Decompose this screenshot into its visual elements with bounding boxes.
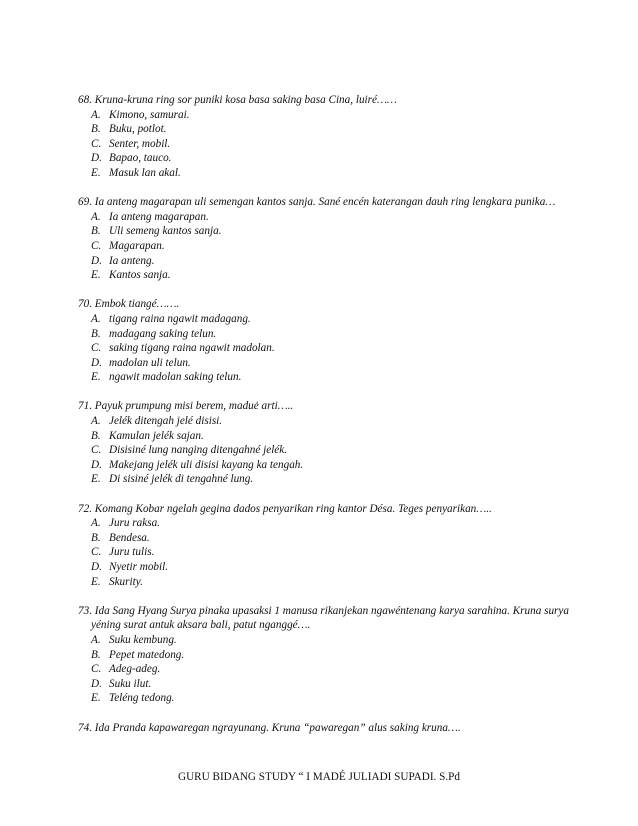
option-text: Bapao, tauco. xyxy=(109,152,172,165)
option-letter: B. xyxy=(91,429,101,442)
option-text: Kimono, samurai. xyxy=(109,108,190,121)
option-text: Juru tulis. xyxy=(109,546,155,559)
option-text: Juru raksa. xyxy=(109,517,160,530)
option-a xyxy=(78,210,578,225)
question-71 xyxy=(78,399,578,487)
spacer xyxy=(78,283,578,298)
option-text: Adeg-adeg. xyxy=(109,663,161,676)
question-70 xyxy=(78,297,578,385)
option-letter: C. xyxy=(91,444,102,457)
option-e xyxy=(78,166,578,181)
question-72 xyxy=(78,502,578,590)
option-text: Teléng tedong. xyxy=(109,692,175,705)
option-a xyxy=(78,633,578,648)
option-letter: E. xyxy=(91,692,101,705)
option-letter: B. xyxy=(91,327,101,340)
option-d xyxy=(78,254,578,269)
option-letter: D. xyxy=(91,356,102,369)
option-letter: D. xyxy=(91,561,102,573)
option-letter: A. xyxy=(91,415,101,428)
option-c xyxy=(78,443,578,458)
question-68 xyxy=(78,93,578,181)
option-letter: A. xyxy=(91,312,101,325)
question-stem: 74. Ida Pranda kapawaregan ngrayunang. Kruna “pawaregan” alus saking kruna…. xyxy=(78,721,461,734)
option-text: Jelék ditengah jelé disisi. xyxy=(109,415,223,428)
option-letter: E. xyxy=(91,473,101,486)
option-text: Disisiné lung nanging ditengahné jelék. xyxy=(109,444,288,457)
option-letter: C. xyxy=(91,342,102,355)
option-letter: D. xyxy=(91,458,102,471)
option-e xyxy=(78,268,578,283)
spacer xyxy=(78,385,578,400)
option-d xyxy=(78,356,578,371)
option-letter: E. xyxy=(91,269,101,282)
option-d xyxy=(78,151,578,166)
option-letter: C. xyxy=(91,546,102,559)
option-letter: B. xyxy=(91,648,101,661)
option-letter: A. xyxy=(91,108,101,121)
option-a xyxy=(78,108,578,123)
question-stem: 70. Embok tiangé……. xyxy=(78,298,180,311)
question-stem: 72. Komang Kobar ngelah gegina dados penyarikan ring kantor Désa. Teges penyarikan….. xyxy=(78,502,492,515)
option-c xyxy=(78,341,578,356)
option-text: Suku ilut. xyxy=(109,677,152,690)
spacer xyxy=(78,706,578,721)
option-a xyxy=(78,312,578,327)
option-text: Ia anteng magarapan. xyxy=(109,210,209,223)
option-text: tigang raina ngawit madagang. xyxy=(109,312,251,325)
option-letter: C. xyxy=(91,239,102,252)
option-letter: E. xyxy=(91,371,101,384)
option-text: Kantos sanja. xyxy=(109,269,171,282)
option-c xyxy=(78,137,578,152)
option-text: saking tigang raina ngawit madolan. xyxy=(109,342,275,355)
option-b xyxy=(78,224,578,239)
option-c xyxy=(78,545,578,560)
option-text: Di sisiné jelék di tengahné lung. xyxy=(109,473,254,486)
option-letter: E. xyxy=(91,575,101,588)
option-letter: B. xyxy=(91,225,101,238)
option-letter: B. xyxy=(91,123,101,136)
option-letter: C. xyxy=(91,137,102,150)
option-text: Suku kembung. xyxy=(109,633,177,646)
option-text: Makejang jelék uli disisi kayang ka tengah. xyxy=(109,458,304,471)
option-text: Uli semeng kantos sanja. xyxy=(109,225,222,238)
option-e xyxy=(78,370,578,385)
option-a xyxy=(78,516,578,531)
option-text: madolan uli telun. xyxy=(109,356,191,369)
option-text: Buku, potlot. xyxy=(109,123,167,136)
option-letter: A. xyxy=(91,210,101,223)
option-e xyxy=(78,472,578,487)
option-text: Nyetir mobil. xyxy=(109,561,169,573)
option-text: Pepet matedong. xyxy=(109,648,185,661)
option-letter: D. xyxy=(91,254,102,267)
option-text: Ia anteng. xyxy=(109,254,155,267)
question-stem: 69. Ia anteng magarapan uli semengan kantos sanja. Sané encén katerangan dauh ring lengkara punika… xyxy=(78,196,556,209)
option-text: Senter, mobil. xyxy=(109,137,171,150)
spacer xyxy=(78,589,578,604)
question-stem: 73. Ida Sang Hyang Surya pinaka upasaksi 1 manusa rikanjekan ngawéntenang karya sarahina. Kruna surya yéning surat antuk aksara bali, patut nganggé…. xyxy=(78,604,569,632)
option-text: ngawit madolan saking telun. xyxy=(109,371,242,384)
option-letter: A. xyxy=(91,517,101,530)
option-b xyxy=(78,531,578,546)
option-letter: E. xyxy=(91,166,101,179)
option-e xyxy=(78,691,578,706)
option-letter: D. xyxy=(91,152,102,165)
option-letter: C. xyxy=(91,663,102,676)
option-text: Bendesa. xyxy=(109,531,150,544)
option-letter: B. xyxy=(91,531,101,544)
question-73 xyxy=(78,604,578,706)
option-d xyxy=(78,560,578,575)
page-footer: GURU BIDANG STUDY “ I MADÉ JULIADI SUPADI. S.Pd xyxy=(178,771,460,783)
option-b xyxy=(78,648,578,663)
question-74 xyxy=(78,721,578,736)
question-list xyxy=(78,93,578,735)
option-e xyxy=(78,575,578,590)
question-69 xyxy=(78,195,578,283)
option-c xyxy=(78,662,578,677)
spacer xyxy=(78,181,578,196)
option-letter: D. xyxy=(91,677,102,690)
option-text: Masuk lan akal. xyxy=(109,166,181,179)
option-b xyxy=(78,122,578,137)
question-stem: 71. Payuk prumpung misi berem, maduė arti….. xyxy=(78,400,294,413)
option-b xyxy=(78,327,578,342)
option-text: Kamulan jelék sajan. xyxy=(109,429,204,442)
option-b xyxy=(78,429,578,444)
option-d xyxy=(78,458,578,473)
option-d xyxy=(78,677,578,692)
spacer xyxy=(78,487,578,502)
option-letter: A. xyxy=(91,633,101,646)
option-c xyxy=(78,239,578,254)
option-text: Skurity. xyxy=(109,575,143,588)
option-text: madagang saking telun. xyxy=(109,327,217,340)
question-stem: 68. Kruna-kruna ring sor puniki kosa basa saking basa Cina, luiré…… xyxy=(78,94,397,106)
option-text: Magarapan. xyxy=(109,239,165,252)
option-a xyxy=(78,414,578,429)
